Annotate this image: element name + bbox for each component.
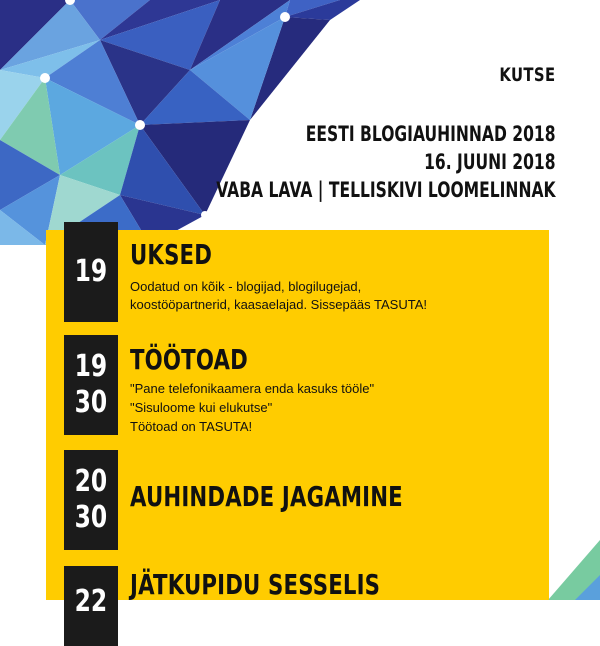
time-hour: 22 xyxy=(74,584,108,619)
invitation-label: KUTSE xyxy=(499,64,556,86)
time-hour: 19 xyxy=(74,349,108,384)
schedule-description-line: Töötoad on TASUTA! xyxy=(130,419,253,434)
schedule-item-doors xyxy=(64,222,550,322)
schedule-title: JÄTKUPIDU SESSELIS xyxy=(130,568,381,601)
schedule-item-workshops xyxy=(64,335,550,435)
time-box xyxy=(64,335,118,435)
time-box xyxy=(64,222,118,322)
event-venue: VABA LAVA | TELLISKIVI LOOMELINNAK xyxy=(216,178,556,202)
event-date: 16. JUUNI 2018 xyxy=(424,150,556,174)
schedule-item-awards xyxy=(64,450,550,550)
schedule-description-line: Oodatud on kõik - blogijad, blogilugejad, xyxy=(130,279,362,294)
time-hour: 19 xyxy=(74,254,108,289)
time-minutes: 30 xyxy=(74,385,108,420)
time-box xyxy=(64,450,118,550)
schedule-description-line: "Sisuloome kui elukutse" xyxy=(130,400,273,415)
schedule-title: TÖÖTOAD xyxy=(130,343,248,376)
time-minutes: 30 xyxy=(74,500,108,535)
schedule-description-line: "Pane telefonikaamera enda kasuks tööle" xyxy=(130,381,375,396)
invitation-header xyxy=(97,64,556,204)
schedule-title: UKSED xyxy=(130,238,213,271)
schedule-title: AUHINDADE JAGAMINE xyxy=(130,480,403,513)
event-name: EESTI BLOGIAUHINNAD 2018 xyxy=(306,122,556,146)
time-hour: 20 xyxy=(74,464,108,499)
schedule-description-line: koostööpartnerid, kaasaelajad. Sissepääs TASUTA! xyxy=(130,297,427,312)
schedule-item-afterparty xyxy=(64,566,550,619)
time-box xyxy=(64,566,118,646)
